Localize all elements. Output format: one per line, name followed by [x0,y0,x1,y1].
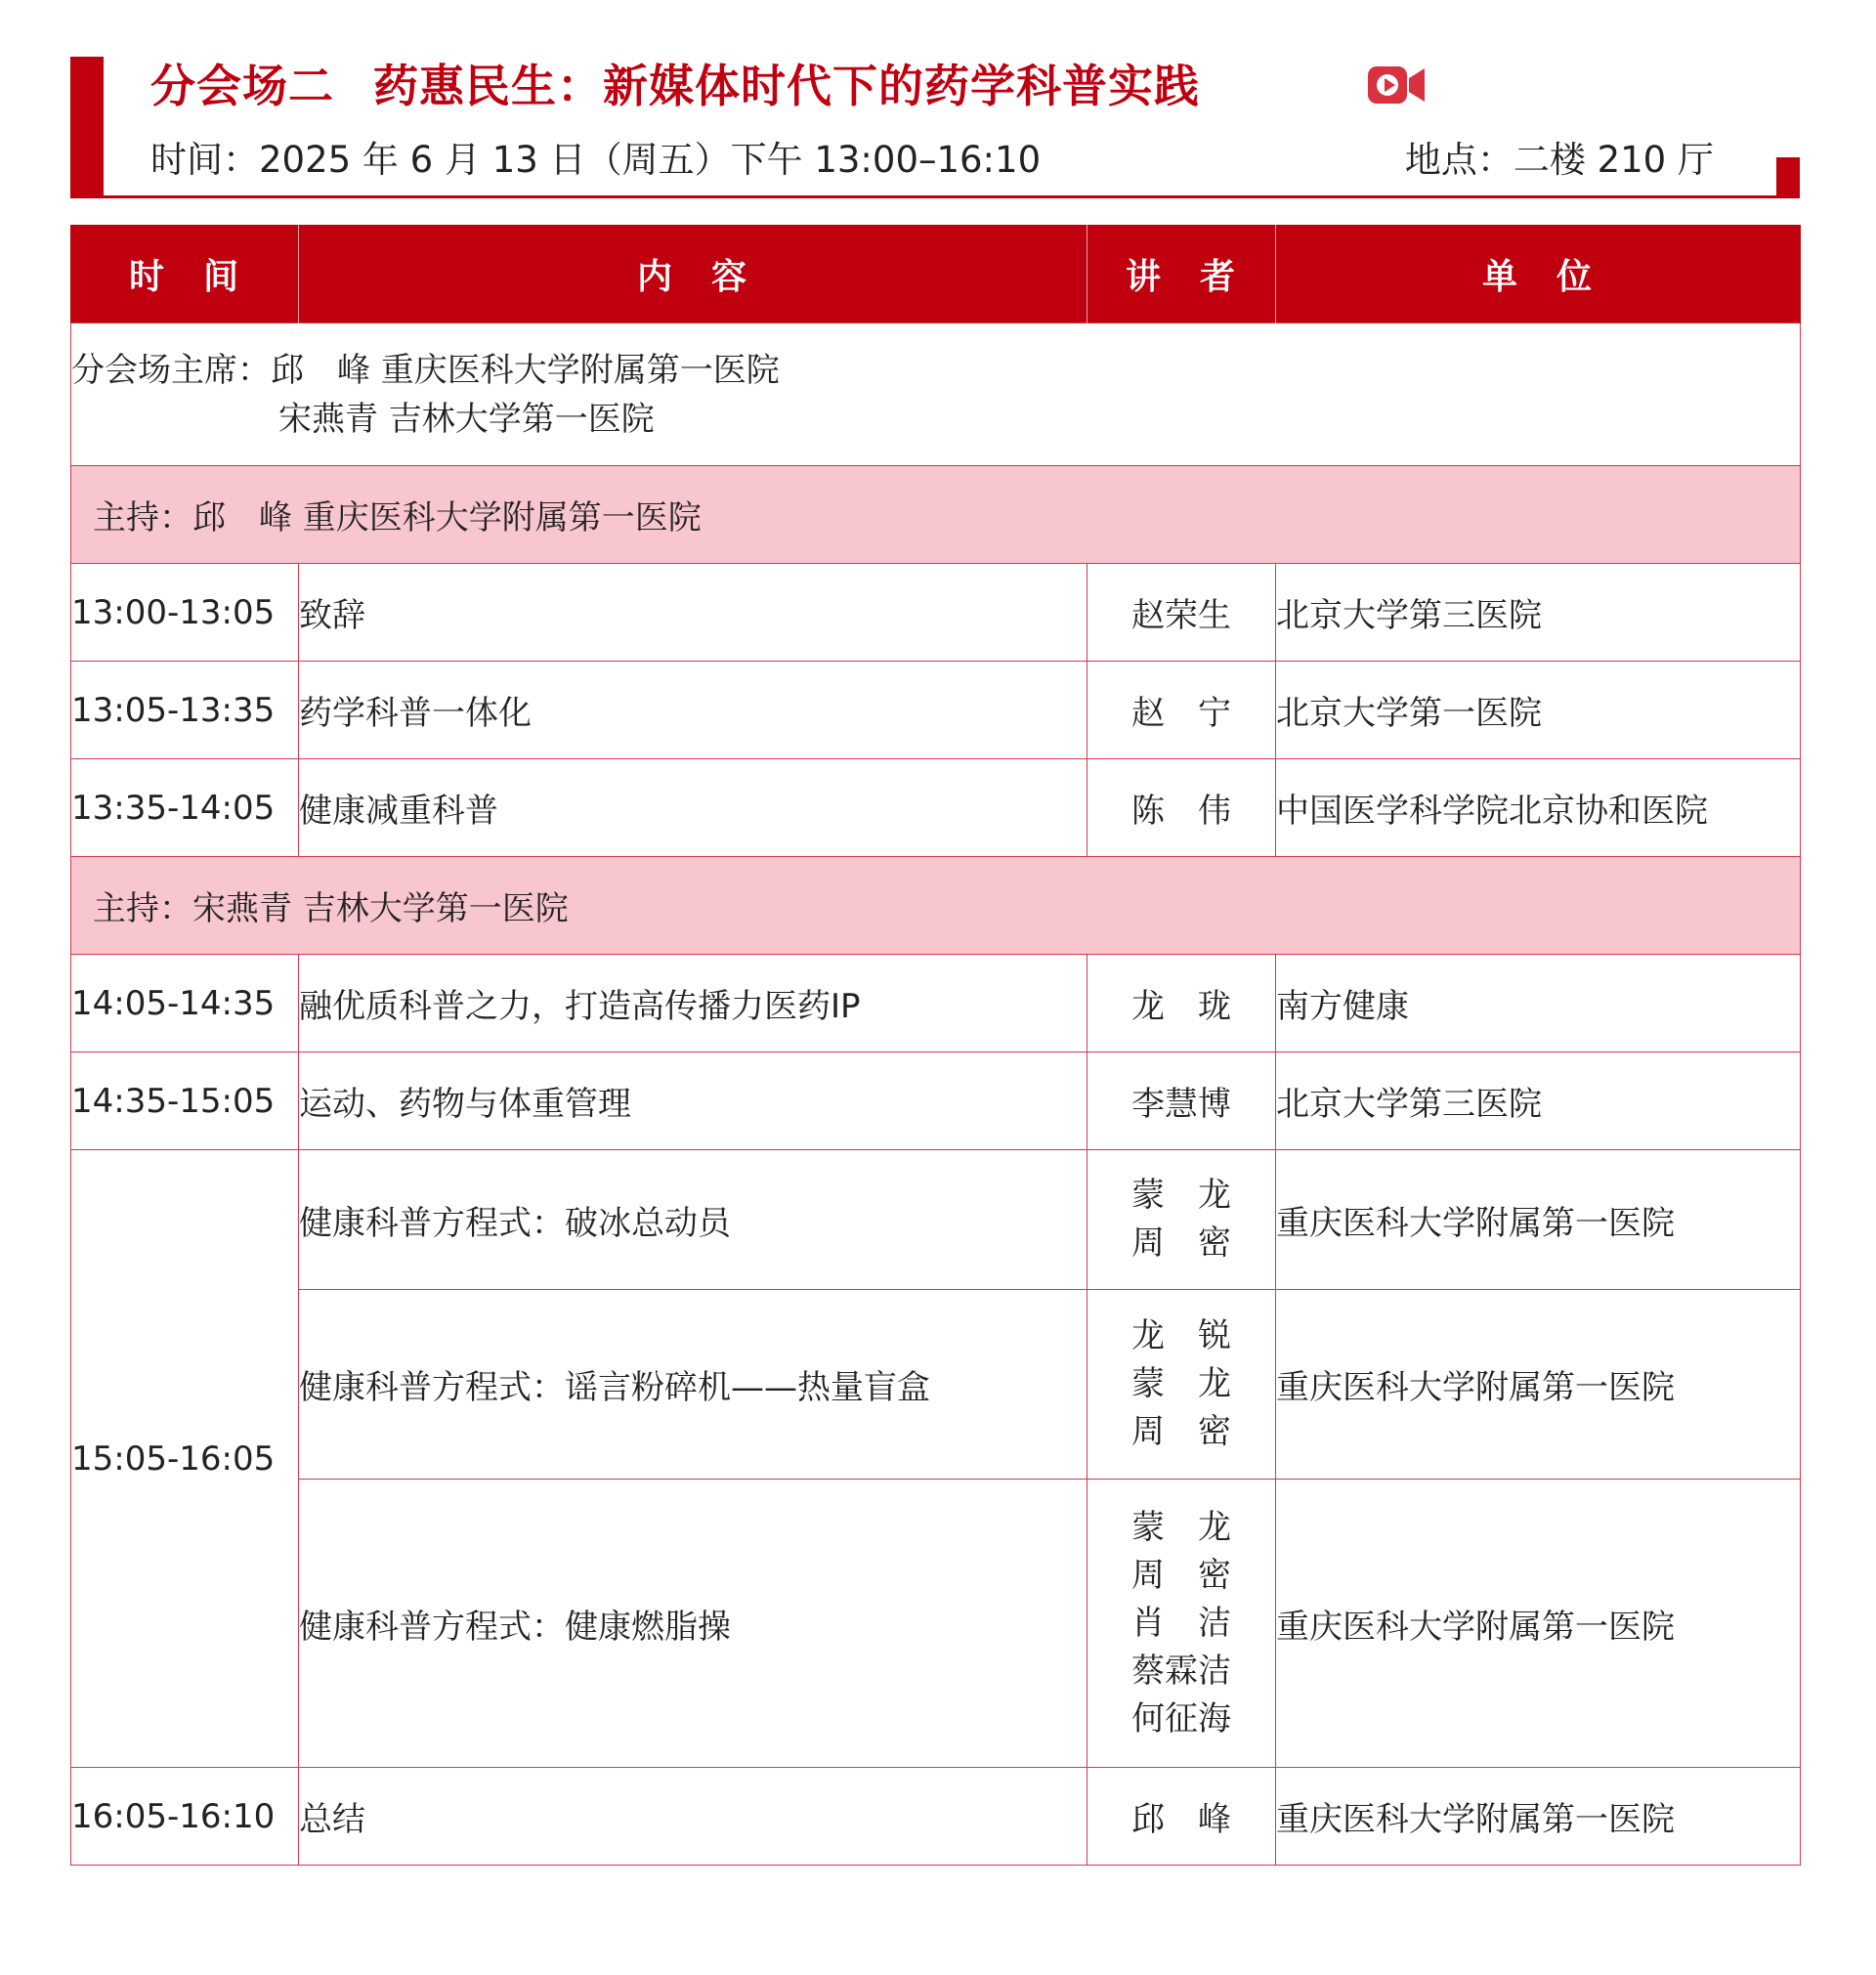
row-speakers [1087,1150,1276,1290]
row-time: 16:05-16:10 [71,1768,299,1866]
column-header-speaker: 讲 者 [1087,225,1276,323]
row-speakers [1087,1480,1276,1768]
speaker-name: 龙 锐 [1131,1316,1231,1355]
column-header-content: 内 容 [299,225,1087,323]
row-time: 14:35-15:05 [71,1052,299,1150]
host-row [71,466,1801,564]
row-unit: 南方健康 [1276,955,1801,1052]
row-speaker: 邱 峰 [1087,1768,1276,1866]
row-speakers [1087,1290,1276,1480]
chair-1: 邱 峰 重庆医科大学附属第一医院 [271,350,780,390]
row-content: 健康科普方程式：健康燃脂操 [299,1480,1087,1768]
column-header-unit: 单 位 [1276,225,1801,323]
row-speaker: 赵荣生 [1087,564,1276,662]
row-content: 融优质科普之力，打造高传播力医药IP [299,955,1087,1052]
row-time: 13:05-13:35 [71,662,299,759]
row-speaker: 李慧博 [1087,1052,1276,1150]
group-time: 15:05-16:05 [71,1150,299,1768]
row-unit: 重庆医科大学附属第一医院 [1276,1290,1801,1480]
chairs-label: 分会场主席： [71,350,271,390]
host-1: 主持：邱 峰 重庆医科大学附属第一医院 [71,466,1801,564]
row-time: 14:05-14:35 [71,955,299,1052]
session-name: 分会场二 [150,60,334,112]
speaker-name: 蒙 龙 [1131,1507,1231,1547]
row-time: 13:35-14:05 [71,759,299,857]
speaker-name: 周 密 [1131,1555,1231,1595]
row-unit: 中国医学科学院北京协和医院 [1276,759,1801,857]
row-content: 致辞 [299,564,1087,662]
row-unit: 北京大学第三医院 [1276,564,1801,662]
table-header-row [71,225,1801,323]
table-row [71,955,1801,1052]
chairs-row [71,323,1801,466]
row-content: 运动、药物与体重管理 [299,1052,1087,1150]
table-row [71,564,1801,662]
session-place: 地点：二楼 210 厅 [1404,139,1714,181]
row-unit: 重庆医科大学附属第一医院 [1276,1150,1801,1290]
host-2: 主持：宋燕青 吉林大学第一医院 [71,857,1801,955]
speaker-name: 蔡霖洁 [1131,1651,1231,1691]
table-row [71,759,1801,857]
row-unit: 重庆医科大学附属第一医院 [1276,1768,1801,1866]
row-content: 总结 [299,1768,1087,1866]
table-row [71,1480,1801,1768]
table-row [71,1768,1801,1866]
session-time: 时间：2025 年 6 月 13 日（周五）下午 13:00–16:10 [150,139,1042,181]
chairs-cell [71,323,1801,466]
row-unit: 北京大学第三医院 [1276,1052,1801,1150]
row-unit: 重庆医科大学附属第一医院 [1276,1480,1801,1768]
header-accent-bar-left [70,57,104,198]
table-row [71,1290,1801,1480]
row-unit: 北京大学第一医院 [1276,662,1801,759]
session-title [150,57,1200,115]
row-speaker: 龙 珑 [1087,955,1276,1052]
row-speaker: 赵 宁 [1087,662,1276,759]
agenda-table [70,225,1801,1866]
row-content: 健康减重科普 [299,759,1087,857]
table-row [71,662,1801,759]
row-content: 健康科普方程式：谣言粉碎机——热量盲盒 [299,1290,1087,1480]
speaker-name: 何征海 [1131,1698,1231,1739]
table-row [71,1150,1801,1290]
speaker-name: 周 密 [1131,1412,1231,1451]
speaker-name: 肖 洁 [1131,1603,1231,1643]
host-row [71,857,1801,955]
column-header-time: 时 间 [71,225,299,323]
speaker-name: 蒙 龙 [1131,1364,1231,1403]
header-accent-bar-right [1776,157,1800,198]
row-speaker: 陈 伟 [1087,759,1276,857]
speaker-name: 蒙 龙 [1131,1176,1231,1215]
session-topic: 药惠民生：新媒体时代下的药学科普实践 [373,60,1200,112]
table-row [71,1052,1801,1150]
chair-2: 宋燕青 吉林大学第一医院 [278,399,655,439]
row-content: 健康科普方程式：破冰总动员 [299,1150,1087,1290]
row-time: 13:00-13:05 [71,564,299,662]
header-underline [104,195,1776,198]
speaker-name: 周 密 [1131,1224,1231,1263]
row-content: 药学科普一体化 [299,662,1087,759]
video-camera-icon [1366,63,1427,107]
